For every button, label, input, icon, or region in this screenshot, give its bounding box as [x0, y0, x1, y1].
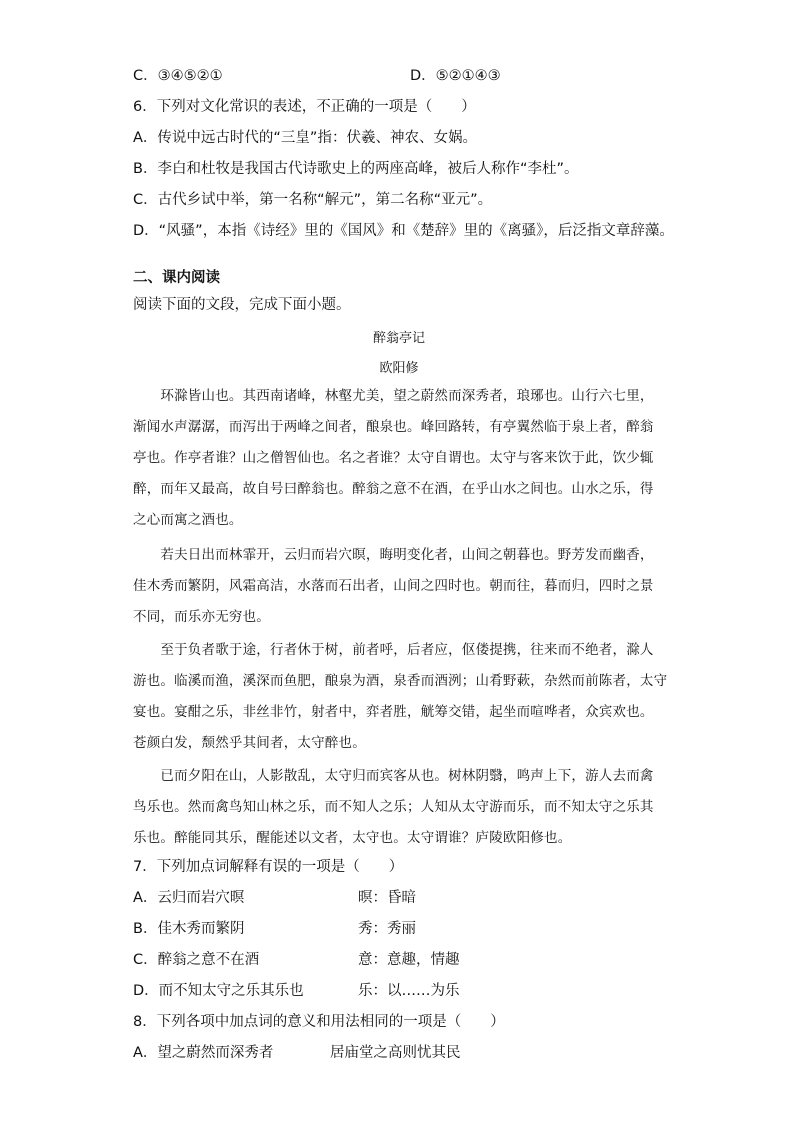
q6-option-d: D．“风骚”，本指《诗经》里的《国风》和《楚辞》里的《离骚》，后泛指文章辞藻。 — [133, 223, 674, 239]
section-heading: 二、课内阅读 — [133, 270, 220, 286]
q7-option-d: D．而不知太守之乐其乐也 — [133, 983, 304, 999]
passage-title: 醉翁亭记 — [372, 331, 425, 346]
q5-option-d: D．⑤②①④③ — [410, 68, 501, 84]
passage-line: 游也。临溪而渔，溪深而鱼肥，酿泉为酒，泉香而酒洌；山肴野蔌，杂然而前陈者，太守 — [133, 673, 668, 689]
passage-line: 苍颜白发，颓然乎其间者，太守醉也。 — [133, 735, 366, 751]
passage-line: 不同，而乐亦无穷也。 — [133, 609, 270, 625]
passage-line: 亭也。作亭者谁？山之僧智仙也。名之者谁？太守自谓也。太守与客来饮于此，饮少辄 — [133, 450, 654, 466]
q8-stem: 8．下列各项中加点词的意义和用法相同的一项是（ ） — [133, 1014, 505, 1030]
passage-line: 已而夕阳在山，人影散乱，太守归而宾客从也。树林阴翳，鸣声上下，游人去而禽 — [133, 768, 654, 784]
q7-stem: 7．下列加点词解释有误的一项是（ ） — [133, 859, 404, 875]
q7-gloss-b: 秀：秀丽 — [358, 921, 416, 937]
passage-line: 乐也。醉能同其乐，醒能述以文者，太守也。太守谓谁？庐陵欧阳修也。 — [133, 830, 572, 846]
q7-gloss-c: 意：意趣，情趣 — [358, 952, 460, 968]
passage-line: 若夫日出而林霏开，云归而岩穴暝，晦明变化者，山间之朝暮也。野芳发而幽香， — [133, 547, 654, 563]
q7-option-c: C．醉翁之意不在酒 — [133, 952, 260, 968]
q8-option-a-right: 居庙堂之高则忧其民 — [330, 1045, 461, 1061]
passage-line: 渐闻水声潺潺，而泻出于两峰之间者，酿泉也。峰回路转，有亭翼然临于泉上者，醉翁 — [133, 419, 654, 435]
q6-option-b: B．李白和杜牧是我国古代诗歌史上的两座高峰，被后人称作“李杜”。 — [133, 161, 579, 177]
passage-author: 欧阳修 — [379, 361, 419, 376]
passage-line: 至于负者歌于途，行者休于树，前者呼，后者应，伛偻提携，往来而不绝者，滁人 — [133, 642, 654, 658]
q7-option-a: A．云归而岩穴暝 — [133, 890, 245, 906]
passage-line: 醉，而年又最高，故自号曰醉翁也。醉翁之意不在酒，在乎山水之间也。山水之乐，得 — [133, 481, 654, 497]
q7-gloss-a: 暝：昏暗 — [358, 890, 416, 906]
q7-option-b: B．佳木秀而繁阴 — [133, 921, 245, 937]
passage-line: 佳木秀而繁阴，风霜高洁，水落而石出者，山间之四时也。朝而往，暮而归，四时之景 — [133, 578, 654, 594]
passage-line: 鸟乐也。然而禽鸟知山林之乐，而不知人之乐；人知从太守游而乐，而不知太守之乐其 — [133, 799, 654, 815]
q6-option-c: C．古代乡试中举，第一名称“解元”，第二名称“亚元”。 — [133, 192, 493, 208]
passage-line: 之心而寓之酒也。 — [133, 512, 243, 528]
passage-line: 宴也。宴酣之乐，非丝非竹，射者中，弈者胜，觥筹交错，起坐而喧哗者，众宾欢也。 — [133, 704, 654, 720]
passage-line: 环滁皆山也。其西南诸峰，林壑尤美，望之蔚然而深秀者，琅琊也。山行六七里， — [133, 388, 654, 404]
q8-option-a-left: A．望之蔚然而深秀者 — [133, 1045, 274, 1061]
q6-option-a: A．传说中远古时代的“三皇”指：伏羲、神农、女娲。 — [133, 130, 477, 146]
reading-instruction: 阅读下面的文段，完成下面小题。 — [133, 297, 351, 313]
q5-option-c: C．③④⑤②① — [133, 68, 223, 84]
q6-stem: 6．下列对文化常识的表述，不正确的一项是（ ） — [133, 99, 476, 115]
q7-gloss-d: 乐：以……为乐 — [358, 983, 460, 999]
